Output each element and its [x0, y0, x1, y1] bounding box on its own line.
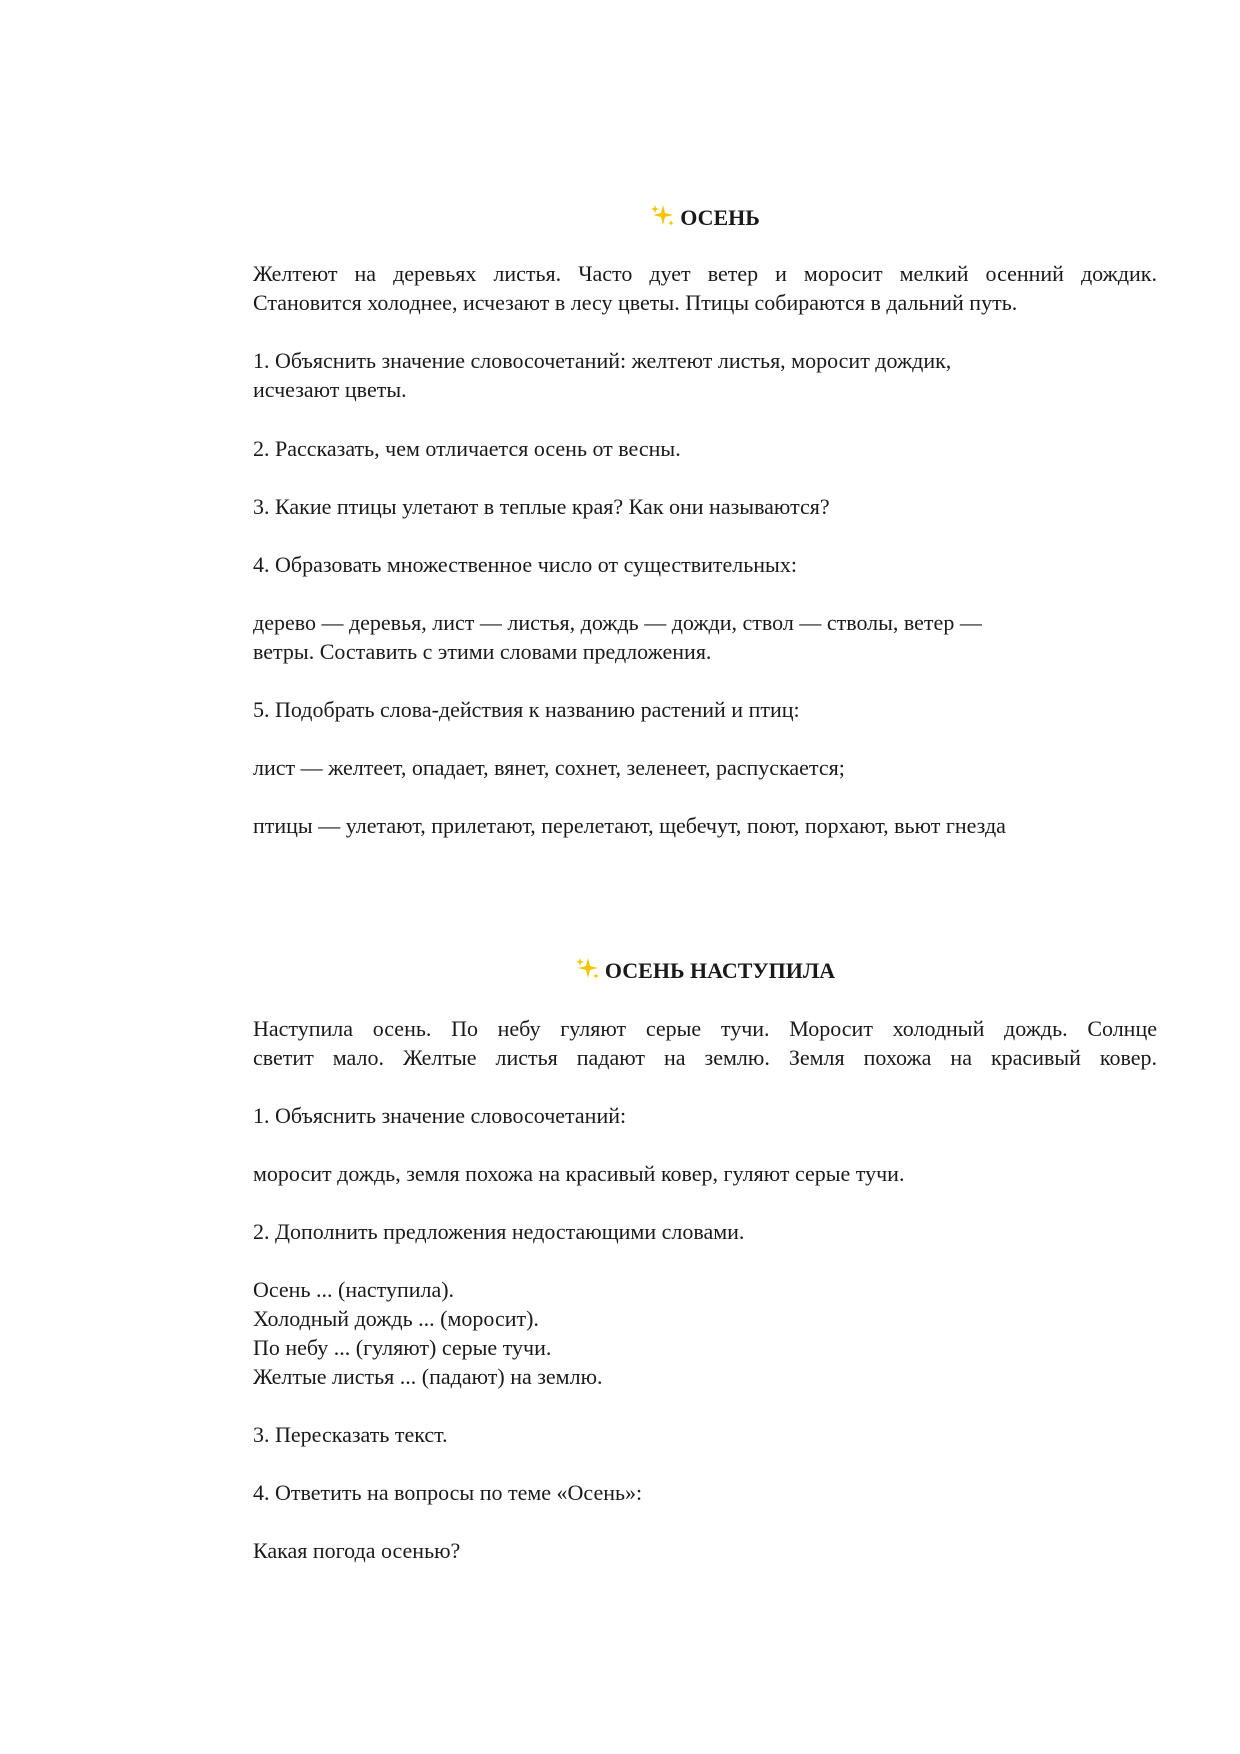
- task-1-phrases: моросит дождь, земля похожа на красивый ковер, гуляют серые тучи.: [253, 1161, 905, 1186]
- task-5-leaf: лист — желтеет, опадает, вянет, сохнет, зеленеет, распускается;: [253, 755, 845, 780]
- section-autumn-came: [253, 955, 1157, 1563]
- task-5: 5. Подобрать слова-действия к названию растений и птиц:: [253, 697, 800, 722]
- task-line: исчезают цветы.: [253, 377, 407, 402]
- intro-paragraph: [253, 259, 1157, 317]
- section-autumn: [253, 202, 1157, 838]
- list-item: Холодный дождь ... (моросит).: [253, 1306, 539, 1331]
- intro-paragraph: [253, 1014, 1157, 1072]
- intro-line: Наступила осень. По небу гуляют серые тучи. Моросит холодный дождь. Солнце: [253, 1016, 1157, 1041]
- task-line: ветры. Составить с этими словами предложения.: [253, 639, 712, 664]
- list-item: Желтые листья ... (падают) на землю.: [253, 1364, 603, 1389]
- intro-line: Становится холоднее, исчезают в лесу цветы. Птицы собираются в дальний путь.: [253, 290, 1018, 315]
- section-title: [253, 202, 1157, 232]
- task-5-birds: птицы — улетают, прилетают, перелетают, щебечут, поют, порхают, вьют гнезда: [253, 813, 1006, 838]
- task-4: 4. Образовать множественное число от существительных:: [253, 552, 797, 577]
- sparkles-icon: [575, 955, 601, 981]
- task-4-words: [253, 608, 1157, 666]
- section-title: [253, 955, 1157, 985]
- task-2: 2. Рассказать, чем отличается осень от весны.: [253, 436, 681, 461]
- list-item: По небу ... (гуляют) серые тучи.: [253, 1335, 552, 1360]
- sparkles-icon: [650, 202, 676, 228]
- section-title-text: ОСЕНЬ: [680, 205, 760, 230]
- task-line: дерево — деревья, лист — листья, дождь — дожди, ствол — стволы, ветер —: [253, 610, 982, 635]
- task-1: [253, 346, 1157, 404]
- task-2: 2. Дополнить предложения недостающими словами.: [253, 1219, 745, 1244]
- question-1: Какая погода осенью?: [253, 1538, 461, 1563]
- task-line: 1. Объяснить значение словосочетаний: желтеют листья, моросит дождик,: [253, 348, 952, 373]
- list-item: Осень ... (наступила).: [253, 1277, 455, 1302]
- task-4: 4. Ответить на вопросы по теме «Осень»:: [253, 1480, 643, 1505]
- intro-line: Желтеют на деревьях листья. Часто дует ветер и моросит мелкий осенний дождик.: [253, 261, 1157, 286]
- task-1: 1. Объяснить значение словосочетаний:: [253, 1103, 627, 1128]
- sentences-list: [253, 1275, 1157, 1391]
- task-3: 3. Какие птицы улетают в теплые края? Как они называются?: [253, 494, 830, 519]
- intro-line: светит мало. Желтые листья падают на землю. Земля похожа на красивый ковер.: [253, 1045, 1157, 1070]
- task-3: 3. Пересказать текст.: [253, 1422, 448, 1447]
- section-title-text: ОСЕНЬ НАСТУПИЛА: [604, 958, 836, 983]
